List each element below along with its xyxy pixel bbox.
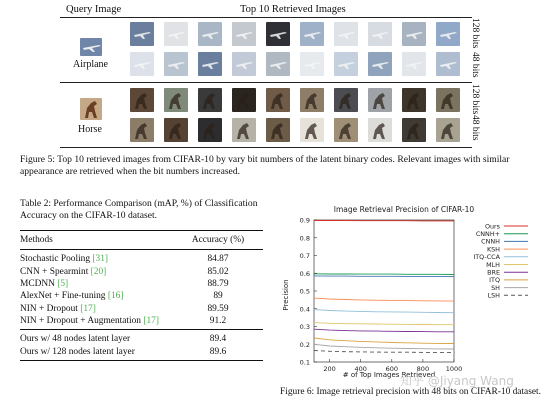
y-tick-label: 0.4 bbox=[299, 305, 310, 314]
horse-icon bbox=[198, 88, 222, 112]
table-ours-rule bbox=[20, 329, 263, 330]
horse-icon bbox=[232, 88, 256, 112]
accuracy-value: 89.6 bbox=[209, 346, 227, 357]
horse-icon bbox=[130, 118, 154, 142]
retrieved-image bbox=[402, 118, 426, 142]
series-line-cnnh- bbox=[314, 274, 454, 275]
x-tick-label: 600 bbox=[385, 365, 398, 373]
chart-x-axis-label: # of Top Images Retrieved bbox=[342, 371, 436, 379]
airplane-icon bbox=[402, 22, 426, 46]
query-image-airplane bbox=[80, 38, 102, 56]
retrieved-image bbox=[436, 22, 460, 46]
table-2-body bbox=[20, 230, 263, 361]
horse-icon bbox=[334, 88, 358, 112]
figure-6-chart bbox=[276, 200, 546, 380]
series-line-ksh bbox=[314, 298, 454, 301]
legend-label: SH bbox=[491, 283, 500, 292]
y-tick-label: 0.6 bbox=[299, 269, 310, 278]
retrieved-image bbox=[130, 22, 154, 46]
series-line-itq-cca bbox=[314, 310, 454, 313]
retrieved-image bbox=[436, 118, 460, 142]
figure-5-bottom-rule bbox=[60, 147, 472, 148]
citation-ref: [17] bbox=[143, 315, 159, 326]
method-name: MCDNN [5] bbox=[20, 279, 69, 290]
series-line-sh bbox=[314, 344, 454, 349]
retrieved-image bbox=[232, 22, 256, 46]
retrieved-image bbox=[198, 118, 222, 142]
retrieved-image bbox=[198, 88, 222, 112]
method-name: Stochastic Pooling [31] bbox=[20, 254, 109, 265]
figure-5-top-rule bbox=[60, 17, 472, 18]
figure-6-caption: Figure 6: Image retrieval precision with 48 bits on CIFAR-10 dataset. bbox=[280, 387, 541, 397]
retrieved-image bbox=[334, 52, 358, 76]
horse-icon bbox=[300, 118, 324, 142]
watermark: 知乎 @Jiyang Wang bbox=[400, 374, 514, 388]
y-tick-label: 0.5 bbox=[299, 287, 310, 296]
airplane-icon bbox=[266, 52, 290, 76]
method-name: Ours w/ 48 nodes latent layer bbox=[20, 334, 131, 345]
retrieved-image bbox=[164, 118, 188, 142]
table-2-caption: Table 2: Performance Comparison (mAP, %) of Classification Accuracy on the CIFAR-10 dataset. bbox=[20, 198, 258, 222]
bits-label-row-2: 48 bits bbox=[470, 52, 480, 78]
legend-label: ITQ bbox=[489, 276, 500, 285]
airplane-icon bbox=[80, 38, 102, 56]
chart-frame bbox=[314, 220, 454, 362]
bits-label-row-1: 128 bits bbox=[470, 18, 480, 49]
retrieved-image bbox=[334, 22, 358, 46]
y-tick-label: 0.1 bbox=[299, 358, 310, 367]
airplane-icon bbox=[164, 52, 188, 76]
retrieved-image bbox=[402, 88, 426, 112]
header-accuracy: Accuracy (%) bbox=[191, 235, 245, 246]
retrieved-image bbox=[198, 22, 222, 46]
method-name: NIN + Dropout [17] bbox=[20, 303, 96, 314]
method-name: AlexNet + Fine-tuning [16] bbox=[20, 291, 124, 302]
accuracy-value: 89 bbox=[213, 291, 223, 302]
airplane-icon bbox=[334, 22, 358, 46]
table-row bbox=[20, 278, 263, 290]
airplane-icon bbox=[436, 52, 460, 76]
retrieved-image bbox=[300, 52, 324, 76]
table-row bbox=[20, 253, 263, 265]
retrieved-image bbox=[402, 22, 426, 46]
airplane-icon bbox=[300, 22, 324, 46]
table-row bbox=[20, 315, 263, 327]
horse-icon bbox=[368, 118, 392, 142]
horse-icon bbox=[436, 88, 460, 112]
retrieved-image bbox=[266, 118, 290, 142]
horse-icon bbox=[266, 118, 290, 142]
accuracy-value: 89.59 bbox=[207, 303, 229, 314]
horse-icon bbox=[368, 88, 392, 112]
retrieved-image bbox=[232, 118, 256, 142]
y-tick-label: 0.9 bbox=[299, 216, 310, 225]
retrieved-image bbox=[300, 22, 324, 46]
legend-label: BRE bbox=[487, 268, 500, 277]
table-row bbox=[20, 302, 263, 314]
retrieved-image bbox=[436, 88, 460, 112]
retrieved-image bbox=[130, 118, 154, 142]
x-tick-label: 400 bbox=[354, 365, 367, 373]
horse-icon bbox=[402, 118, 426, 142]
citation-ref: [16] bbox=[107, 291, 124, 302]
citation-ref: [20] bbox=[90, 266, 107, 277]
x-tick-label: 200 bbox=[323, 365, 336, 373]
figure-5-caption: Figure 5: Top 10 retrieved images from CIFAR-10 by vary bit numbers of the latent binary codes. Relevant images with similar appearance are retrieved when the bit numbers increased. bbox=[20, 154, 510, 178]
retrieved-image bbox=[300, 118, 324, 142]
method-name: CNN + Spearmint [20] bbox=[20, 266, 107, 277]
horse-icon bbox=[232, 118, 256, 142]
bits-label-row-4: 48 bits bbox=[470, 115, 480, 141]
retrieved-image bbox=[334, 88, 358, 112]
horse-icon bbox=[80, 98, 102, 120]
retrieved-image bbox=[232, 52, 256, 76]
retrieved-image bbox=[300, 88, 324, 112]
retrieved-image bbox=[164, 52, 188, 76]
chart-y-axis-label: Precision bbox=[282, 279, 290, 311]
table-row bbox=[20, 266, 263, 278]
legend-label: ITQ-CCA bbox=[473, 253, 500, 262]
ours-rows bbox=[20, 333, 263, 358]
accuracy-value: 84.87 bbox=[207, 254, 229, 265]
airplane-icon bbox=[198, 22, 222, 46]
series-line-bre bbox=[314, 329, 454, 332]
horse-icon bbox=[164, 118, 188, 142]
accuracy-value: 85.02 bbox=[207, 266, 229, 277]
figure-5-middle-rule bbox=[60, 82, 472, 83]
table-row bbox=[20, 345, 263, 357]
airplane-icon bbox=[266, 22, 290, 46]
horse-icon bbox=[402, 88, 426, 112]
method-name: NIN + Dropout + Augmentation [17] bbox=[20, 315, 159, 326]
x-tick-label: 800 bbox=[416, 365, 430, 373]
airplane-icon bbox=[130, 22, 154, 46]
horse-icon bbox=[436, 118, 460, 142]
retrieved-image bbox=[368, 118, 392, 142]
chart-title: Image Retrieval Precision of CIFAR-10 bbox=[333, 205, 475, 214]
series-line-itq bbox=[314, 338, 454, 344]
horse-icon bbox=[130, 88, 154, 112]
legend-label: MLH bbox=[486, 260, 500, 269]
airplane-icon bbox=[334, 52, 358, 76]
retrieved-image bbox=[266, 88, 290, 112]
results-table bbox=[20, 234, 263, 246]
legend-label: Ours bbox=[484, 222, 500, 231]
retrieved-image bbox=[164, 22, 188, 46]
citation-ref: [31] bbox=[92, 254, 109, 265]
horse-icon bbox=[198, 118, 222, 142]
accuracy-value: 91.2 bbox=[209, 315, 227, 326]
y-tick-label: 0.3 bbox=[299, 323, 310, 331]
x-tick-label: 1000 bbox=[445, 365, 463, 373]
citation-ref: [5] bbox=[57, 279, 69, 290]
chart-plot-area bbox=[300, 217, 463, 374]
header-methods: Methods bbox=[20, 235, 53, 246]
y-tick-label: 0.2 bbox=[299, 340, 310, 349]
y-tick-label: 0.7 bbox=[299, 252, 310, 260]
airplane-icon bbox=[198, 52, 222, 76]
series-line-lsh bbox=[314, 351, 454, 353]
retrieved-image bbox=[198, 52, 222, 76]
accuracy-value: 89.4 bbox=[209, 334, 227, 345]
airplane-icon bbox=[232, 52, 256, 76]
horse-icon bbox=[266, 88, 290, 112]
airplane-icon bbox=[232, 22, 256, 46]
retrieved-image bbox=[334, 118, 358, 142]
chart-legend bbox=[473, 222, 528, 299]
series-line-mlh bbox=[314, 323, 454, 325]
retrieved-image bbox=[164, 88, 188, 112]
legend-label: CNNH+ bbox=[475, 230, 500, 238]
y-tick-label: 0.8 bbox=[299, 234, 310, 243]
airplane-icon bbox=[300, 52, 324, 76]
query-image-header: Query Image bbox=[66, 4, 122, 15]
table-header-rule bbox=[20, 249, 263, 250]
citation-ref: [17] bbox=[80, 303, 96, 314]
table-top-rule bbox=[20, 230, 263, 231]
method-name: Ours w/ 128 nodes latent layer bbox=[20, 346, 135, 357]
airplane-icon bbox=[164, 22, 188, 46]
series-line-cnnh bbox=[314, 276, 454, 277]
retrieved-image bbox=[266, 22, 290, 46]
query-image-horse bbox=[80, 98, 102, 120]
table-row bbox=[20, 333, 263, 345]
accuracy-value: 88.79 bbox=[207, 279, 229, 290]
retrieved-image bbox=[232, 88, 256, 112]
retrieved-image bbox=[266, 52, 290, 76]
table-bottom-rule bbox=[20, 360, 263, 361]
legend-label: LSH bbox=[487, 291, 500, 300]
retrieved-images-header: Top 10 Retrieved Images bbox=[240, 4, 346, 15]
horse-icon bbox=[164, 88, 188, 112]
table-header-row bbox=[20, 234, 263, 246]
bits-label-row-3: 128 bits bbox=[470, 84, 480, 115]
legend-label: CNNH bbox=[481, 237, 500, 246]
horse-icon bbox=[300, 88, 324, 112]
table-row bbox=[20, 290, 263, 302]
retrieved-image bbox=[368, 88, 392, 112]
legend-label: KSH bbox=[486, 245, 500, 254]
retrieved-image bbox=[368, 22, 392, 46]
retrieved-image bbox=[368, 52, 392, 76]
airplane-icon bbox=[130, 52, 154, 76]
retrieved-image bbox=[130, 88, 154, 112]
airplane-icon bbox=[436, 22, 460, 46]
horse-icon bbox=[334, 118, 358, 142]
airplane-icon bbox=[402, 52, 426, 76]
retrieved-image bbox=[436, 52, 460, 76]
airplane-icon bbox=[368, 22, 392, 46]
retrieved-image bbox=[130, 52, 154, 76]
query-label-airplane: Airplane bbox=[73, 59, 108, 70]
method-rows bbox=[20, 253, 263, 327]
airplane-icon bbox=[368, 52, 392, 76]
retrieved-image bbox=[402, 52, 426, 76]
query-label-horse: Horse bbox=[78, 124, 102, 135]
